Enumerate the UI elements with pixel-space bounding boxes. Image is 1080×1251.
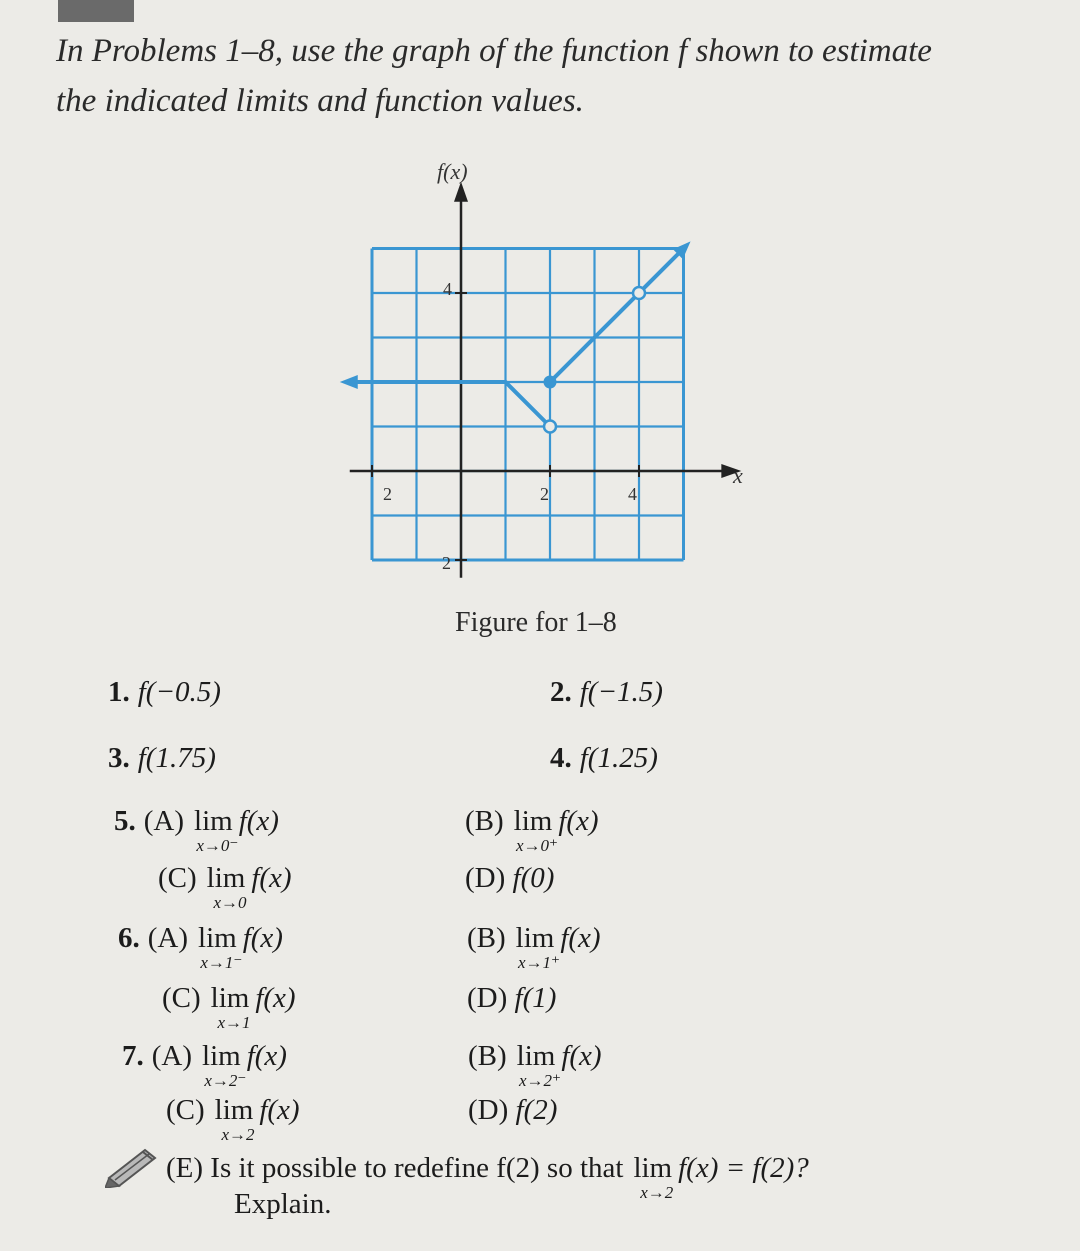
lim-subscript: x→1⁻ bbox=[200, 953, 243, 972]
section-tab bbox=[58, 0, 134, 22]
graph-arrow-left bbox=[340, 375, 358, 389]
problem-text: f(2) bbox=[515, 1094, 558, 1126]
lim-subscript: x→1⁺ bbox=[517, 953, 561, 972]
problem-number: 5. bbox=[114, 805, 136, 837]
lim-expression: f(x) bbox=[242, 922, 283, 954]
problem-7e bbox=[166, 1152, 809, 1202]
problem-6c bbox=[162, 982, 296, 1032]
instructions-line-2: the indicated limits and function values. bbox=[56, 83, 584, 119]
lim-expression: f(x) bbox=[259, 1094, 300, 1126]
y-axis-arrow bbox=[454, 182, 468, 202]
problem-7d bbox=[468, 1094, 557, 1127]
lim-subscript: x→1 bbox=[217, 1013, 251, 1032]
lim-expression: f(x) bbox=[251, 862, 292, 894]
pencil-icon bbox=[105, 1148, 161, 1188]
part-label: (D) bbox=[467, 982, 508, 1014]
problem-text: Is it possible to redefine f(2) so that bbox=[210, 1152, 624, 1184]
lim-expression: f(x) bbox=[560, 922, 601, 954]
part-label: (E) bbox=[166, 1152, 204, 1184]
figure-caption: Figure for 1–8 bbox=[455, 607, 617, 638]
lim-word: lim bbox=[513, 805, 553, 837]
problem-4 bbox=[550, 742, 658, 775]
x-axis-label: x bbox=[733, 463, 743, 488]
lim-word: lim bbox=[516, 1040, 556, 1072]
instructions bbox=[56, 26, 1056, 126]
problem-text: f(1.75) bbox=[137, 742, 216, 774]
part-label: (B) bbox=[468, 1040, 507, 1072]
part-label: (A) bbox=[143, 805, 185, 837]
problem-number: 4. bbox=[550, 742, 572, 774]
graph-segment bbox=[506, 382, 551, 427]
problem-number: 2. bbox=[550, 676, 572, 708]
tick-label-x-4: 4 bbox=[628, 484, 637, 504]
part-label: (B) bbox=[467, 922, 506, 954]
part-label: (D) bbox=[468, 1094, 509, 1126]
problem-3 bbox=[108, 742, 216, 775]
problem-5b bbox=[465, 805, 599, 855]
tick-label-x-neg2: 2 bbox=[383, 484, 392, 504]
part-label: (C) bbox=[162, 982, 201, 1014]
open-point bbox=[633, 287, 645, 299]
lim-word: lim bbox=[202, 1040, 241, 1072]
y-axis-label: f(x) bbox=[437, 159, 468, 184]
problem-number: 3. bbox=[108, 742, 130, 774]
problem-1 bbox=[108, 676, 221, 709]
lim-expression: f(x) bbox=[561, 1040, 602, 1072]
lim-expression: f(x) = f(2)? bbox=[678, 1152, 809, 1184]
tick-label-y-4: 4 bbox=[443, 279, 452, 299]
problem-7e-line-2: Explain. bbox=[234, 1188, 332, 1220]
part-label: (D) bbox=[465, 862, 506, 894]
lim-word: lim bbox=[194, 805, 233, 837]
problem-text: f(0) bbox=[512, 862, 555, 894]
lim-word: lim bbox=[633, 1152, 673, 1184]
open-point bbox=[544, 421, 556, 433]
lim-expression: f(x) bbox=[238, 805, 279, 837]
tick-label-y-neg2: 2 bbox=[442, 553, 451, 573]
problem-text: f(−1.5) bbox=[579, 676, 663, 708]
function-graph bbox=[330, 155, 770, 595]
problem-7c bbox=[166, 1094, 300, 1144]
problem-5d bbox=[465, 862, 554, 895]
problem-text: f(−0.5) bbox=[137, 676, 221, 708]
tick-label-x-2: 2 bbox=[540, 484, 549, 504]
lim-subscript: x→0⁻ bbox=[196, 836, 239, 855]
lim-subscript: x→2 bbox=[640, 1183, 674, 1202]
part-label: (A) bbox=[147, 922, 189, 954]
problem-6b bbox=[467, 922, 601, 972]
problem-5a bbox=[114, 805, 279, 855]
problem-6d bbox=[467, 982, 556, 1015]
lim-expression: f(x) bbox=[558, 805, 599, 837]
lim-subscript: x→0 bbox=[213, 893, 247, 912]
part-label: (C) bbox=[158, 862, 197, 894]
lim-subscript: x→2⁺ bbox=[518, 1071, 562, 1090]
problem-5c bbox=[158, 862, 292, 912]
lim-subscript: x→2 bbox=[221, 1125, 255, 1144]
lim-expression: f(x) bbox=[246, 1040, 287, 1072]
part-label: (B) bbox=[465, 805, 504, 837]
problem-7b bbox=[468, 1040, 602, 1090]
part-label: (A) bbox=[151, 1040, 193, 1072]
problem-text: f(1) bbox=[514, 982, 557, 1014]
lim-word: lim bbox=[214, 1094, 254, 1126]
graph-segment bbox=[550, 249, 684, 383]
problem-number: 1. bbox=[108, 676, 130, 708]
problem-text: f(1.25) bbox=[579, 742, 658, 774]
lim-expression: f(x) bbox=[255, 982, 296, 1014]
lim-word: lim bbox=[210, 982, 250, 1014]
problem-7a bbox=[122, 1040, 287, 1090]
lim-word: lim bbox=[206, 862, 246, 894]
problem-number: 7. bbox=[122, 1040, 144, 1072]
part-label: (C) bbox=[166, 1094, 205, 1126]
problem-number: 6. bbox=[118, 922, 140, 954]
lim-subscript: x→0⁺ bbox=[515, 836, 559, 855]
lim-subscript: x→2⁻ bbox=[204, 1071, 247, 1090]
problem-6a bbox=[118, 922, 283, 972]
lim-word: lim bbox=[515, 922, 555, 954]
closed-point bbox=[544, 376, 557, 389]
problem-2 bbox=[550, 676, 663, 709]
lim-word: lim bbox=[198, 922, 237, 954]
instructions-line-1: In Problems 1–8, use the graph of the function f shown to estimate bbox=[56, 33, 932, 69]
